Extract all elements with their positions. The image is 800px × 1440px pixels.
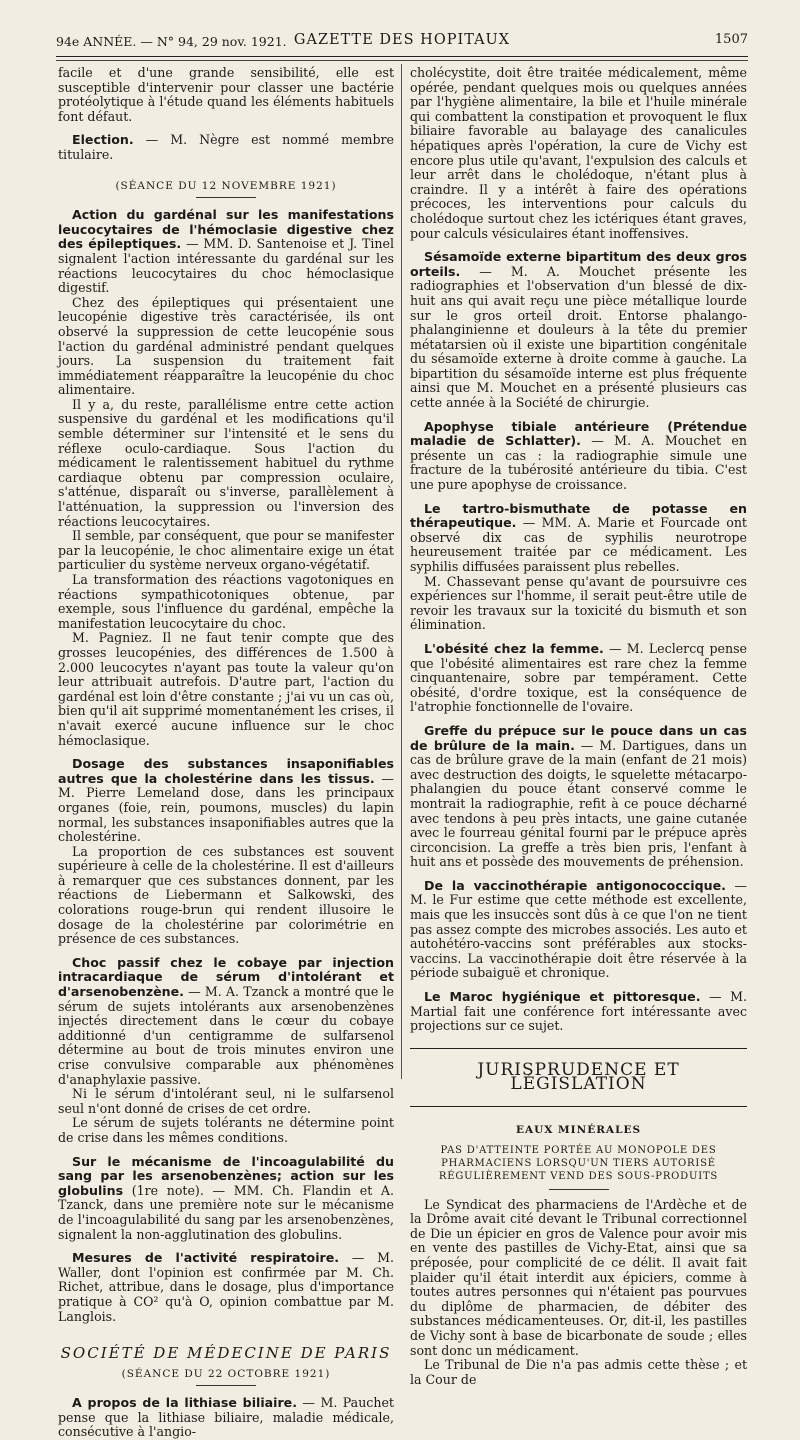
short-rule bbox=[196, 197, 256, 198]
issue-info: 94e ANNÉE. — N° 94, 29 nov. 1921. bbox=[56, 34, 287, 49]
section-title: A propos de la lithiase biliaire. bbox=[72, 1395, 297, 1411]
section-title: Dosage des substances insaponifiables autres que la cholestérine dans les tissus. bbox=[58, 756, 394, 786]
jurisprudence-banner bbox=[410, 1048, 747, 1107]
section-greffe: Greffe du prépuce sur le pouce dans un cas de brûlure de la main. — M. Dartigues, dans un cas de brûlure grave de la main (enfant de 21 mois) avec destruction des doigts, le squelette métacarpo-phalangien du pouce étant conservé comme le montrait la radiographie, refit à ce pouce décharné avec tendons à peu près intacts, une gaine cutanée avec le fourreau génital fourni par le prépuce après circoncision. La greffe a très bien pris, l'enfant à huit ans et possède des mouvements de préhension. bbox=[410, 722, 747, 870]
section-title: Sur le mécanisme de l'incoagulabilité du sang par les arsenobenzènes; action sur les globulins bbox=[58, 1153, 394, 1198]
paragraph: Le Syndicat des pharmaciens de l'Ardèche et de la Drôme avait cité devant le Tribunal correctionnel de Die un épicier en gros de Valence pour avoir mis en vente des pastilles de Vichy-Etat, ainsi que sa préposée, pour complicité de ce délit. Il avait fait plaider qu'il était interdit aux épiciers, comme à toutes autres personnes qui n'étaient pas pourvues du diplôme de pharmacien, de débiter des substances médicamenteuses. Or, dit-il, les pastilles de Vichy sont à base de bicarbonate de soude ; elles sont donc un médicament. bbox=[410, 1196, 747, 1358]
section-dosage: Dosage des substances insaponifiables autres que la cholestérine dans les tissus. — M. Pierre Lemeland dose, dans les principaux organes (foie, rein, poumons, muscles) du lapin normal, les substances insaponifiables autres que la cholestérine. bbox=[58, 756, 394, 845]
paragraph: La proportion de ces substances est souvent supérieure à celle de la cholestérine. Il est d'ailleurs à remarquer que ces substances donnent, par les réactions de Liebermann et Salkowski, des colorations rouge-brun qui rendent illusoire le dosage de la cholestérine par colorimétrie en présence de ces substances. bbox=[58, 843, 394, 947]
page-number: 1507 bbox=[714, 32, 748, 47]
section-maroc: Le Maroc hygiénique et pittoresque. — M. Martial fait une conférence fort intéressante avec projections sur ce sujet. bbox=[410, 989, 747, 1034]
section-lithiase: A propos de la lithiase biliaire. — M. Pauchet pense que la lithiase biliaire, maladie médicale, consécutive à l'angio- bbox=[58, 1395, 394, 1440]
section-title: Choc passif chez le cobaye par injection intracardiaque de sérum d'intolérant et d'arsenobenzène. bbox=[58, 954, 394, 1000]
paragraph: Chez des épileptiques qui présentaient une leucopénie digestive très caractérisée, ils ont observé la suppression de cette leucopénie sous l'action du gardénal administré pendant quelques jours. La suspension du traitement fait immédiatement réapparaître la leucopénie du choc alimentaire. bbox=[58, 294, 394, 398]
section-title: Le tartro-bismuthate de potasse en thérapeutique. bbox=[410, 500, 747, 531]
header-rule bbox=[56, 56, 748, 57]
section-sesamoide: Sésamoïde externe bipartitum des deux gros orteils. — M. A. Mouchet présente les radiographies et l'observation d'un blessé de dix-huit ans qui avait reçu une pièce métallique lourde sur le gros orteil droit. Entorse phalango-phalanginienne et douleurs à la tête du premier métatarsien où il existe une bipartition congénitale du sésamoïde externe à droite comme à gauche. La bipartition du sésamoïde interne est plus fréquente ainsi que M. Mouchet en a présenté plusieurs cas cette année à la Société de chirurgie. bbox=[410, 249, 747, 411]
section-tartro-bismuthate: Le tartro-bismuthate de potasse en thérapeutique. — MM. A. Marie et Fourcade ont observé dix cas de syphilis neurotrope heureusement traitée par ce médicament. Les syphilis diffusées paraissent plus rebelles. bbox=[410, 500, 747, 574]
journal-title: GAZETTE DES HOPITAUX bbox=[293, 32, 511, 48]
seance-heading: (SÉANCE DU 12 NOVEMBRE 1921) bbox=[115, 179, 337, 192]
section-obesite: L'obésité chez la femme. — M. Leclercq pense que l'obésité alimentaires est rare chez la femme cinquantenaire, sobre par tempérament. Cette obésité, d'ordre toxique, est la conséquence de l'atrophie fonctionnelle de l'ovaire. bbox=[410, 640, 748, 715]
election-paragraph bbox=[58, 133, 394, 162]
election-text: — M. Nègre est nommé membre titulaire. bbox=[58, 132, 394, 162]
paragraph: La transformation des réactions vagotoniques en réactions sympathicotoniques obtenue, par exemple, sous l'influence du gardénal, empêche la manifestation leucocytaire du choc. bbox=[58, 572, 394, 631]
society-heading: SOCIÉTÉ DE MÉDECINE DE PARIS bbox=[60, 1344, 392, 1363]
section-choc: Choc passif chez le cobaye par injection intracardiaque de sérum d'intolérant et d'arsenobenzène. — M. A. Tzanck a montré que le sérum de sujets intolérants aux arsenobenzènes injectés directement dans le cœur du cobaye additionné d'un centigramme de sulfarsenol détermine au bout de trois minutes environ une crise convulsive comparable aux phénomènes d'anaphylaxie passive. bbox=[58, 954, 394, 1087]
section-title: Sésamoïde externe bipartitum des deux gros orteils. bbox=[410, 249, 747, 279]
page-header bbox=[56, 30, 748, 50]
paragraph: Le sérum de sujets tolérants ne détermine point de crise dans les mêmes conditions. bbox=[58, 1115, 394, 1145]
short-rule bbox=[196, 1385, 256, 1386]
subsection-heading: EAUX MINÉRALES bbox=[515, 1124, 642, 1136]
section-apophyse: Apophyse tibiale antérieure (Prétendue maladie de Schlatter). — M. A. Mouchet en présente un cas : la radiographie simule une fracture de la tubérosité antérieure du tibia. C'est une pure apophyse de croissance. bbox=[410, 418, 747, 493]
paragraph: Le Tribunal de Die n'a pas admis cette thèse ; et la Cour de bbox=[410, 1357, 747, 1387]
paragraph: Il semble, par conséquent, que pour se manifester par la leucopénie, le choc alimentaire exige un état particulier du système nerveux organo-végétatif. bbox=[58, 528, 394, 573]
paragraph: M. Pagniez. Il ne faut tenir compte que des grosses leucopénies, des différences de 1.500 à 2.000 leucocytes n'ayant pas toute la valeur qu'on leur attribuait autrefois. D'autre part, l'action du gardénal est loin d'être constante ; j'ai vu un cas où, bien qu'il ait supprimé momentanément les crises, il n'avait exercé aucune influence sur le choc hémoclasique. bbox=[58, 630, 394, 748]
section-title: Apophyse tibiale antérieure (Prétendue maladie de Schlatter). bbox=[410, 418, 747, 449]
paragraph: M. Chassevant pense qu'avant de poursuivre ces expériences sur l'homme, il serait peut-être utile de revoir les travaux sur la toxicité du bismuth et son élimination. bbox=[410, 573, 747, 633]
paragraph: Il y a, du reste, parallélisme entre cette action suspensive du gardénal et les modifications qu'il semble déterminer sur l'intensité et le sens du réflexe oculo-cardiaque. Sous l'action du médicament le ralentissement habituel du rythme cardiaque obtenu par compression oculaire, s'atténue, disparaît ou s'inverse, parallèlement à l'atténuation, la suppression ou l'inversion des réactions leucocytaires. bbox=[58, 396, 394, 529]
continued-paragraph: cholécystite, doit être traitée médicalement, même opérée, pendant quelques mois ou quelques années par l'hygiène alimentaire, la bile et l'huile minérale qui combattent la constipation et provoquent le flux biliaire favorable au balayage des canalicules hépatiques après l'opération, la cure de Vichy est encore plus utile qu'avant, l'expulsion des calculs et leur arrêt dans le cholédoque, n'étant plus à craindre. Il y a intérêt à faire des opérations précoces, les interventions pour calculs du cholédoque surtout chez les ictériques étant graves, pour calculs vésiculaires étant inoffensives. bbox=[410, 65, 747, 241]
subsection-subtitle: PAS D'ATTEINTE PORTÉE AU MONOPOLE DES PHARMACIENS LORSQU'UN TIERS AUTORISÉ RÉGULIÈREMENT VEND DES SOUS-PRODUITS bbox=[438, 1144, 719, 1182]
section-title: Le Maroc hygiénique et pittoresque. bbox=[424, 989, 701, 1005]
section-title: Action du gardénal sur les manifestations leucocytaires de l'hémoclasie digestive chez des épileptiques. bbox=[58, 207, 394, 252]
section-title: Mesures de l'activité respiratoire. bbox=[72, 1250, 340, 1266]
seance-heading: (SÉANCE DU 22 OCTOBRE 1921) bbox=[121, 1367, 331, 1380]
section-respiratoire: Mesures de l'activité respiratoire. — M. Waller, dont l'opinion est confirmée par M. Ch. Richet, attribue, dans le dosage, plus d'importance pratique à CO² qu'à O, opinion combattue par M. Langlois. bbox=[58, 1250, 394, 1324]
right-column bbox=[410, 66, 747, 1387]
section-gardenal: Action du gardénal sur les manifestations leucocytaires de l'hémoclasie digestive chez des épileptiques. — MM. D. Santenoise et J. Tinel signalent l'action intéressante du gardénal sur les réactions leucocytaires du choc hémoclasique digestif. bbox=[58, 207, 394, 296]
election-title: Election. bbox=[72, 132, 134, 148]
paragraph: Ni le sérum d'intolérant seul, ni le sulfarsenol seul n'ont donné de crises de cet ordre. bbox=[58, 1086, 394, 1116]
section-vaccinotherapie: De la vaccinothérapie antigonococcique. — M. le Fur estime que cette méthode est excellente, mais que les insuccès sont dûs à ce que l'on ne tient pas assez compte des microbes associés. Les auto et autohétéro-vaccins sont préférables aux stocks-vaccins. La vaccinothérapie doit être réservée à la période subaiguë et chronique. bbox=[410, 877, 747, 981]
header-rule-thin bbox=[56, 60, 748, 61]
left-column bbox=[58, 66, 394, 1440]
column-divider bbox=[401, 64, 402, 1079]
section-title: Greffe du prépuce sur le pouce dans un cas de brûlure de la main. bbox=[410, 722, 747, 753]
jurisprudence-title: JURISPRUDENCE ET LÉGISLATION bbox=[477, 1059, 680, 1095]
section-incoagulabilite: Sur le mécanisme de l'incoagulabilité du sang par les arsenobenzènes; action sur les globulins (1re note). — MM. Ch. Flandin et A. Tzanck, dans une première note sur le mécanisme de l'incoagulabilité du sang par les arsenobenzènes, signalent la non-agglutination des globulins. bbox=[58, 1153, 394, 1242]
section-title: L'obésité chez la femme. bbox=[424, 640, 604, 656]
intro-paragraph: facile et d'une grande sensibilité, elle est susceptible d'intervenir pour classer une bactérie protéolytique à l'étude quand les éléments habituels font défaut. bbox=[58, 65, 394, 124]
section-title: De la vaccinothérapie antigonococcique. bbox=[424, 877, 726, 893]
short-rule bbox=[549, 1189, 609, 1190]
